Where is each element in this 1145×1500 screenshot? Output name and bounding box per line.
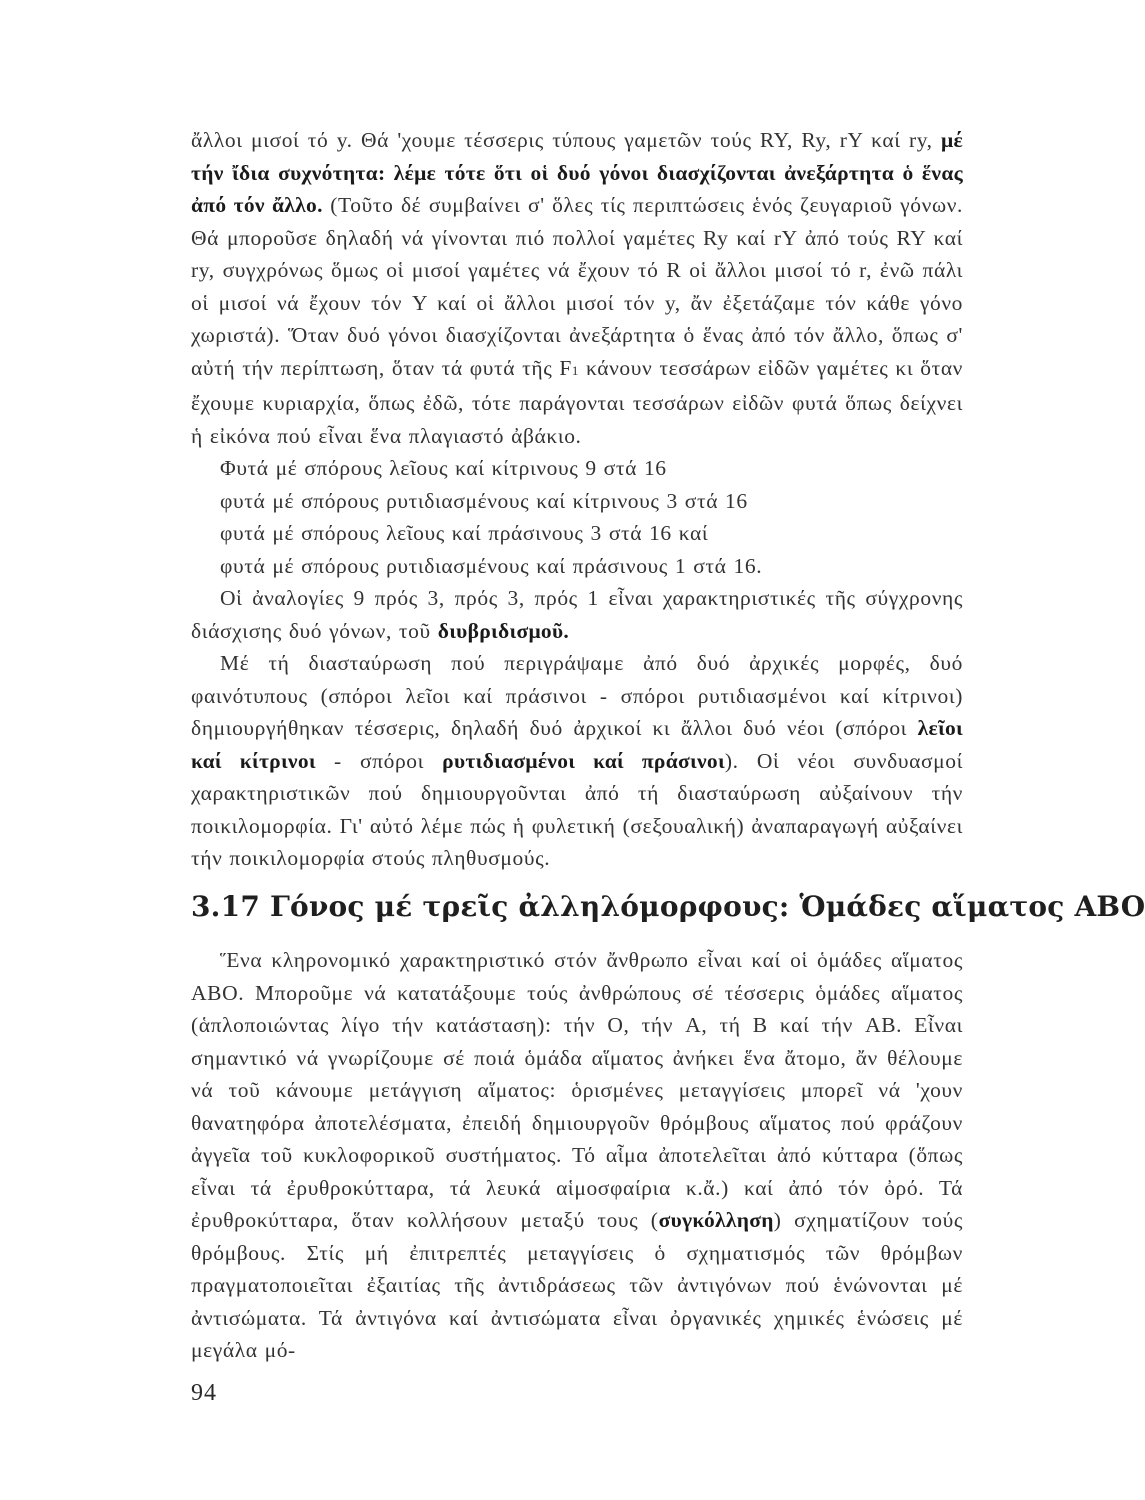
paragraph-gametes	[191, 124, 963, 452]
ratio-line-4: φυτά μέ σπόρους ρυτιδιασμένους καί πράσινους 1 στά 16.	[220, 553, 763, 578]
dihybrid-term: διυβριδισμοῦ.	[437, 618, 570, 643]
upper-text-block	[191, 124, 963, 875]
ratio-line-1: Φυτά μέ σπόρους λεῖους καί κίτρινους 9 στά 16	[220, 456, 667, 480]
paragraph-diversity-text-3: ). Οἱ νέοι συνδυασμοί χαρακτηριστικῶν πού δημιουργοῦνται ἀπό τή διασταύρωση αὐξαίνουν τήν ποικιλομορφία. Γι' αὐτό λέμε πώς ἡ φυλετική (σεξουαλική) ἀναπαραγωγή αὐξαίνει τήν ποικιλομορφία στούς πληθυσμούς.	[191, 748, 963, 870]
smooth-yellow-term: λεῖοι καί κίτρινοι	[191, 716, 963, 773]
wrinkled-green-term: ρυτιδιασμένοι καί πράσινοι	[442, 748, 725, 773]
f1-subscript: 1	[571, 362, 579, 378]
paragraph-dihybrid	[191, 582, 963, 647]
paragraph-gametes-text-3: κάνουν τεσσάρων εἰδῶν γαμέτες κι ὅταν ἔχουμε κυριαρχία, ὅπως ἐδῶ, τότε παράγονται τεσσάρων εἰδῶν φυτά ὅπως δείχνει ἡ εἰκόνα πού εἶναι ἕνα πλαγιαστό ἀβάκιο.	[191, 355, 964, 448]
agglutination-term: συγκόλληση	[658, 1208, 774, 1232]
independent-segregation-emphasis: μέ τήν ἴδια συχνότητα: λέμε τότε ὅτι οἱ δυό γόνοι διασχίζονται ἀνεξάρτητα ὁ ἕνας ἀπό τόν ἄλλο.	[191, 128, 963, 217]
ratio-line-3: φυτά μέ σπόρους λεῖους καί πράσινους 3 στά 16 καί	[220, 521, 709, 545]
paragraph-gametes-text-2: (Τοῦτο δέ συμβαίνει σ' ὅλες τίς περιπτώσεις ἑνός ζευγαριοῦ γόνων. Θά μποροῦσε δηλαδή νά γίνονται πιό πολλοί γαμέτες Ry καί rY ἀπό τούς RY καί ry, συγχρόνως ὅμως οἱ μισοί γαμέτες νά ἔχουν τό R οἱ ἄλλοι μισοί τό r, ἐνῶ πάλι οἱ μισοί νά ἔχουν τόν Y καί οἱ ἄλλοι μισοί τόν y, ἄν ἐξετάζαμε τόν κάθε γόνο χωριστά). Ὅταν δυό γόνοι διασχίζονται ἀνεξάρτητα ὁ ἕνας ἀπό τόν ἄλλο, ὅπως σ' αὐτή τήν περίπτωση, ὅταν τά φυτά τῆς F	[191, 193, 963, 380]
paragraph-blood-groups-text-2: ) σχηματίζουν τούς θρόμβους. Στίς μή ἐπιτρεπτές μεταγγίσεις ὁ σχηματισμός τῶν θρόμβων πραγματοποιεῖται ἐξαιτίας τῆς ἀντιδράσεως τῶν ἀντιγόνων πού ἑνώνονται μέ ἀντισώματα. Τά ἀντιγόνα καί ἀντισώματα εἶναι ὀργανικές χημικές ἑνώσεις μέ μεγάλα μό-	[191, 1208, 963, 1362]
ratio-line-2: φυτά μέ σπόρους ρυτιδιασμένους καί κίτρινους 3 στά 16	[220, 488, 748, 513]
paragraph-dihybrid-text: Οἱ ἀναλογίες 9 πρός 3, πρός 3, πρός 1 εἶναι χαρακτηριστικές τῆς σύγχρονης διάσχισης δυό γόνων, τοῦ	[191, 586, 963, 643]
paragraph-gametes-text-1: ἄλλοι μισοί τό y. Θά 'χουμε τέσσερις τύπους γαμετῶν τούς RY, Ry, rY καί ry,	[191, 128, 942, 152]
lower-text-block	[191, 944, 963, 1367]
page-number: 94	[191, 1380, 217, 1406]
paragraph-diversity	[191, 647, 963, 875]
paragraph-diversity-text-2: - σπόροι	[315, 748, 443, 773]
paragraph-blood-groups	[191, 944, 963, 1367]
section-heading: 3.17 Γόνος μέ τρεῖς ἀλληλόμορφους: Ὁμάδες αἵματος ABO	[191, 890, 1145, 923]
paragraph-blood-groups-text-1: Ἕνα κληρονομικό χαρακτηριστικό στόν ἄνθρωπο εἶναι καί οἱ ὁμάδες αἵματος ABO. Μποροῦμε νά κατατάξουμε τούς ἀνθρώπους σέ τέσσερις ὁμάδες αἵματος (ἁπλοποιώντας λίγο τήν κατάσταση): τήν O, τήν A, τή B καί τήν AB. Εἶναι σημαντικό νά γνωρίζουμε σέ ποιά ὁμάδα αἵματος ἀνήκει ἕνα ἄτομο, ἄν θέλουμε νά τοῦ κάνουμε μετάγγιση αἵματος: ὁρισμένες μεταγγίσεις μπορεῖ νά 'χουν θανατηφόρα ἀποτελέσματα, ἐπειδή δημιουργοῦν θρόμβους αἵματος πού φράζουν ἀγγεῖα τοῦ κυκλοφορικοῦ συστήματος. Τό αἷμα ἀποτελεῖται ἀπό κύτταρα (ὅπως εἶναι τά ἐρυθροκύτταρα, τά λευκά αἱμοσφαίρια κ.ἄ.) καί ἀπό τόν ὀρό. Τά ἐρυθροκύτταρα, ὅταν κολλήσουν μεταξύ τους (	[191, 948, 963, 1232]
paragraph-diversity-text-1: Μέ τή διασταύρωση πού περιγράψαμε ἀπό δυό ἀρχικές μορφές, δυό φαινότυπους (σπόροι λεῖοι καί πράσινοι - σπόροι ρυτιδιασμένοι καί κίτρινοι) δημιουργήθηκαν τέσσερις, δηλαδή δυό ἀρχικοί κι ἄλλοι δυό νέοι (σπόροι	[191, 651, 963, 740]
